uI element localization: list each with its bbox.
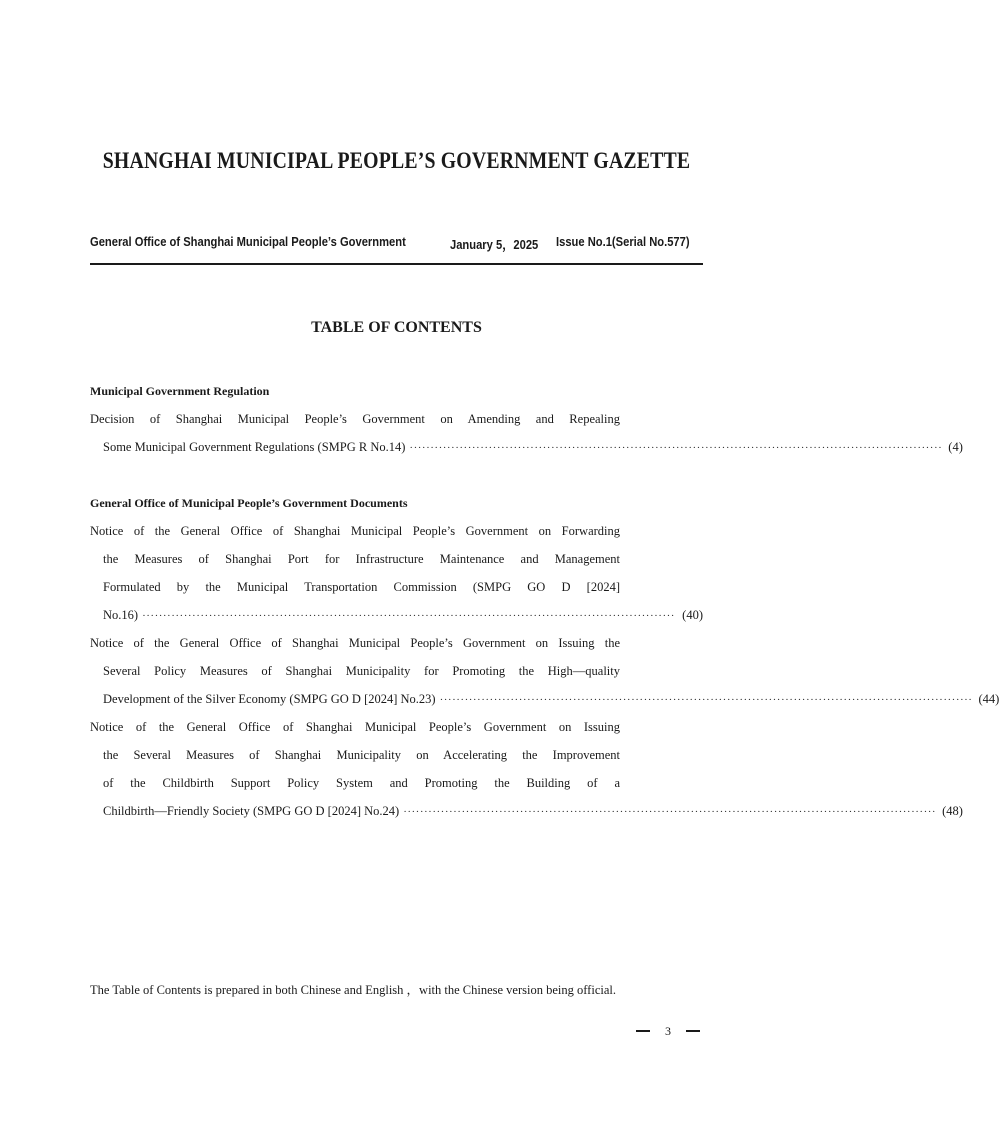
issuing-office: General Office of Shanghai Municipal People’s Government: [90, 234, 406, 249]
toc-page-ref: (48): [942, 804, 963, 818]
page-number-dash: [636, 1030, 650, 1032]
toc-entry-last-line[interactable]: [103, 607, 703, 623]
toc-entry-line: Formulated by the Municipal Transportation Commission (SMPG GO D [2024]: [103, 580, 620, 594]
masthead: [90, 234, 703, 256]
issue-date: January 5，2025: [450, 237, 539, 252]
toc-entry-line: Decision of Shanghai Municipal People’s Government on Amending and Repealing: [90, 412, 620, 426]
toc-entry-line: Notice of the General Office of Shanghai Municipal People’s Government on Forwarding: [90, 524, 620, 538]
toc-entry-last-line[interactable]: [103, 803, 963, 819]
toc-entry-text: Childbirth—Friendly Society (SMPG GO D [2024] No.24): [103, 804, 400, 818]
toc-page-ref: (44): [978, 692, 999, 706]
toc-entry-last-line[interactable]: [103, 439, 963, 455]
toc-entry-line: Several Policy Measures of Shanghai Municipality for Promoting the High—quality: [103, 664, 620, 678]
dot-leader: ································································································································: [403, 806, 937, 818]
toc-page-ref: (4): [948, 440, 963, 454]
toc-page-ref: (40): [682, 608, 703, 622]
page-number: [636, 1022, 700, 1040]
issue-number: Issue No.1(Serial No.577): [556, 234, 690, 249]
toc-entry-text: No.16): [103, 608, 139, 622]
toc-entry-last-line[interactable]: [103, 691, 999, 707]
section-title: Municipal Government Regulation: [90, 384, 270, 398]
toc-entry-line: Notice of the General Office of Shanghai Municipal People’s Government on Issuing the: [90, 636, 620, 650]
gazette-title: SHANGHAI MUNICIPAL PEOPLE’S GOVERNMENT GAZETTE: [102, 148, 691, 173]
section-title: General Office of Municipal People’s Government Documents: [90, 496, 408, 510]
dot-leader: ································································································································: [409, 442, 943, 454]
header-rule: [90, 263, 703, 265]
dot-leader: ································································································································: [439, 694, 973, 706]
toc-entry-line: the Measures of Shanghai Port for Infrastructure Maintenance and Management: [103, 552, 620, 566]
toc-entry-line: the Several Measures of Shanghai Municipality on Accelerating the Improvement: [103, 748, 620, 762]
toc-entry-text: Some Municipal Government Regulations (SMPG R No.14): [103, 440, 406, 454]
page-number-dash: [686, 1030, 700, 1032]
toc-heading: TABLE OF CONTENTS: [311, 319, 482, 336]
toc-entry-text: Development of the Silver Economy (SMPG GO D [2024] No.23): [103, 692, 436, 706]
toc-entry-line: Notice of the General Office of Shanghai Municipal People’s Government on Issuing: [90, 720, 620, 734]
footnote: The Table of Contents is prepared in both Chinese and English ，with the Chinese version being official.: [90, 983, 616, 997]
page-number-value: 3: [665, 1023, 671, 1038]
toc-entry-line: of the Childbirth Support Policy System and Promoting the Building of a: [103, 776, 620, 790]
dot-leader: ································································································································: [142, 610, 675, 622]
